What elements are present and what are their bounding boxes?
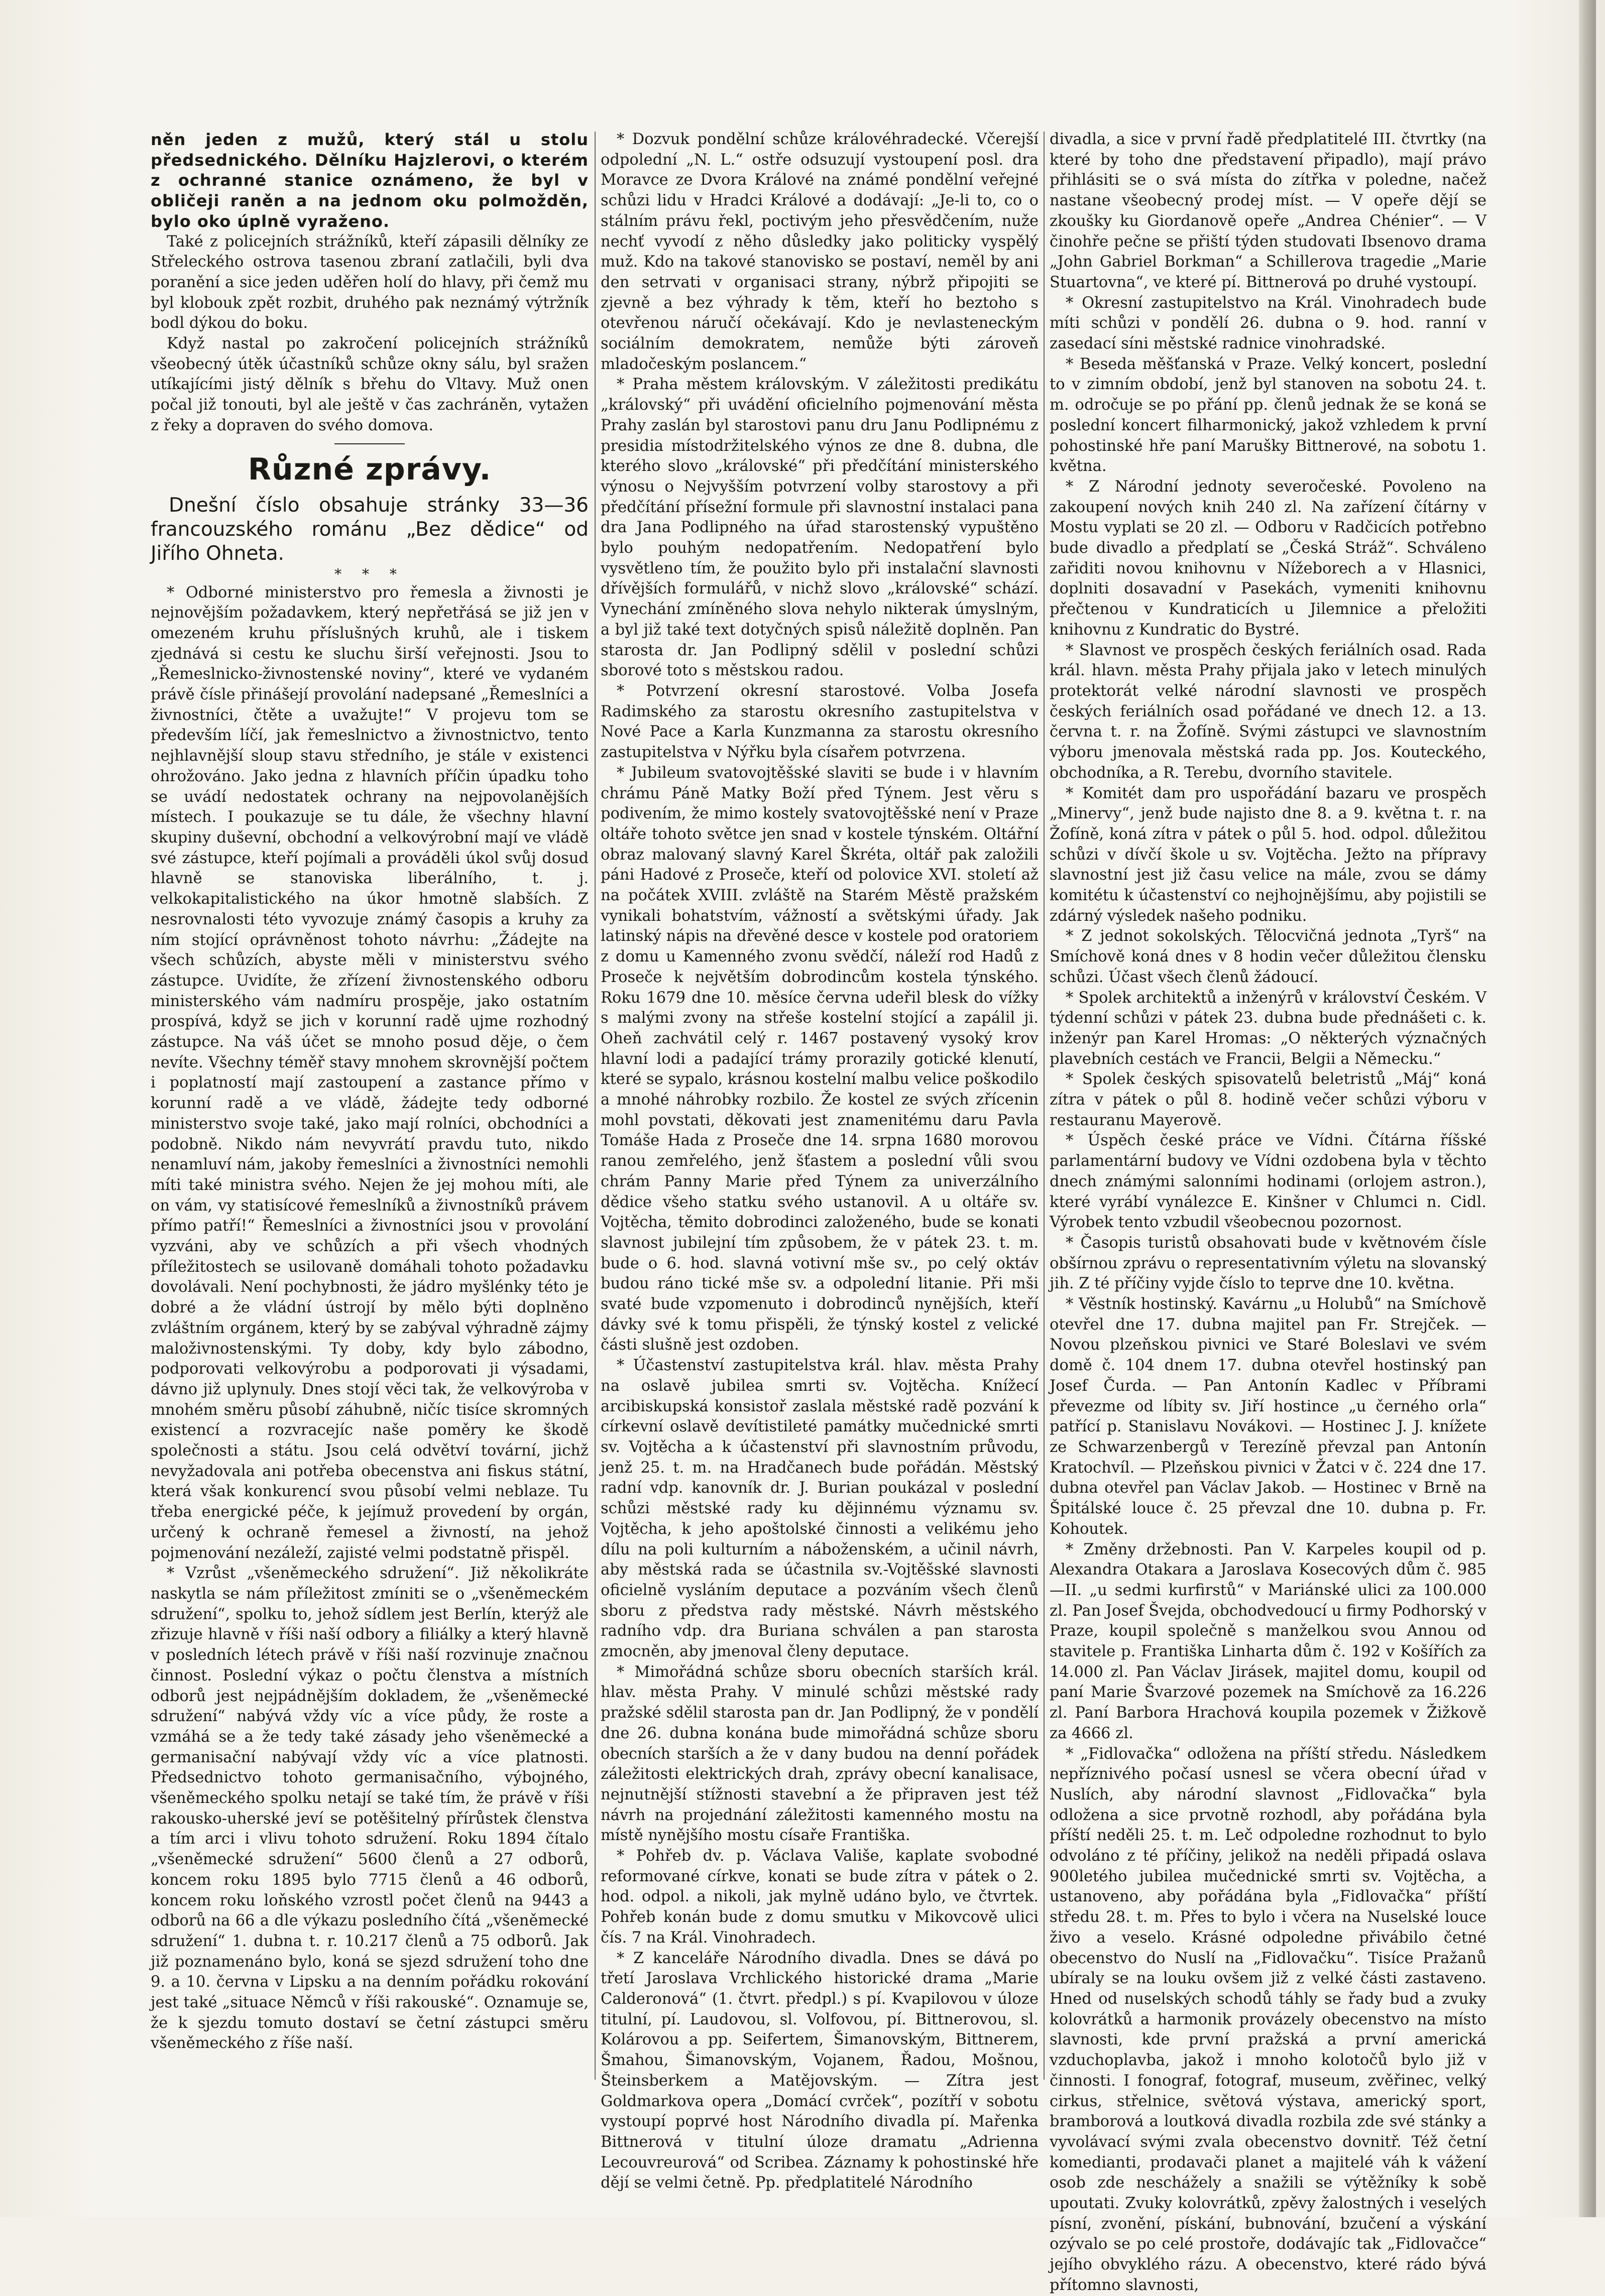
news-item: * Z Národní jednoty severočeské. Povoleno na zakoupení nových knih 240 zl. Na zařízení čítárny v Mostu vyplati se 20 zl. — Odboru v Radčicích potřebno bude divadlo a předplatí se „Česká Stráž“. Schváleno zařiditi novou knihovnu v Nížeborech a v Hlasnici, doplniti dosavadní v Pasekách, vymeniti knihovnu přečtenou v Kundraticích u Jilemnice a přeložiti knihovnu z Kundratic do Bystré. xyxy=(1050,477,1486,639)
news-item: * „Fidlovačka“ odložena na příští středu. Následkem nepříznivého počasí usnesl se včera obecní úřad v Nuslích, aby národní slavnost „Fidlovačka“ byla odložena a sice prvotně rozhodl, aby pořádána byla příští neděli 25. t. m. Leč odpoledne rozhodnut to bylo odvoláno z té příčiny, jelikož na neděli připadá oslava 900letého jubilea mučednické smrti sv. Vojtěcha, a ustanoveno, aby pořádána byla „Fidlovačka“ příští středu 28. t. m. Přes to bylo i včera na Nuselské louce živo a veselo. Krásné odpoledne přivábilo četné obecenstvo do Nuslí na „Fidlovačku“. Tisíce Pražanů ubíraly se na louku ovšem již z velké části zastaveno. Hned od nuselských schodů táhly se řady bud a zvuky kolovrátků a harmonik provázely obecenstvo na místo slavnosti, kde první pražská a první americká vzduchoplavba, jakož i mnoho kolotočů bylo již v činnosti. I fonograf, fotograf, museum, zvěřinec, velký cirkus, střelnice, světová výstava, americký sport, bramborová a loutková divadla rozbila zde své stánky a vyvolávací svými zvala obecenstvo dovnitř. Též četní komedianti, prodavači planet a majitelé váh k vážení osob zde neschážely a snažili se výtěžníky k sobě upoutati. Zvuky kolovrátků, zpěvy žalostných i veselých písní, zvonění, pískání, bubnování, bzučení a výskání ozývalo se po celé prostoře, dodávajíc tak „Fidlovačce“ jejího obvyklého rázu. A obecenstvo, které rádo bývá přítomno slavnosti, xyxy=(1050,1745,1486,2294)
news-item: * Pohřeb dv. p. Václava Vališe, kaplate svobodné reformované církve, konati se bude zítra v pátek o 2. hod. odpol. a nikoli, jak mylně udáno bylo, ve čtvrtek. Pohřeb konán bude z domu smutku v Mikovcově ulici čís. 7 na Král. Vinohradech. xyxy=(601,1847,1039,1947)
paragraph: něn jeden z mužů, který stál u stolu předsednického. Dělníku Hajzlerovi, o kterém z ochranné stanice oznámeno, že byl v obličeji raněn a na jednom oku polmožděn, bylo oko úplně vyraženo. xyxy=(151,130,589,231)
news-item: * Praha městem královským. V záležitosti predikátu „královský“ při uvádění oficielního pojmenování města Prahy zaslán byl starostovi panu dru Janu Podlipnému z presidia místodržitelského výnos ze dne 8. dubna, dle kterého slovo „královské“ při předčítání ministerského výnosu o Nejvyšším potvrzení volby starostovy a při předčítání přísežní formule při slavnostní instalaci pana dra Jana Podlipného na úřad starostenský vypuštěno bylo pouhým nedopatřením. Nedopatření bylo vysvětleno tím, že použito bylo při instalační slavnosti dřívějších formulářů, v nichž slovo „královské“ schází. Vynechání zmíněného slova nehylo nikterak úmyslným, a byl již také text dotyčných spisů náležitě doplněn. Pan starosta dr. Jan Podlipný sdělil v poslední schůzi sborové toto s městskou radou. xyxy=(601,376,1039,680)
column-3 xyxy=(1050,130,1486,2294)
news-item: * Spolek architektů a inženýrů v království Českém. V týdenní schůzi v pátek 23. dubna bude přednášeti c. k. inženýr pan Karel Hromas: „O některých význačných plavebních cestách ve Francii, Belgii a Německu.“ xyxy=(1050,989,1486,1068)
news-item: * Okresní zastupitelstvo na Král. Vinohradech bude míti schůzi v pondělí 26. dubna o 9. hod. ranní v zasedací síni městské radnice vinohradské. xyxy=(1050,294,1486,353)
intro-paragraph: Dnešní číslo obsahuje stránky 33—36 francouzského románu „Bez dědice“ od Jiřího Ohneta. xyxy=(151,494,589,565)
scan-edge xyxy=(1579,0,1596,2217)
news-item: * Spolek českých spisovatelů beletristů „Máj“ koná zítra v pátek o půl 8. hodině večer schůzi výboru v restauranu Mayerově. xyxy=(1050,1070,1486,1129)
paragraph: Když nastal po zakročení policejních strážníků všeobecný útěk účastníků schůze okny sálu, byl sražen utíkajícími jistý dělník s břehu do Vltavy. Muž onen počal již tonouti, byl ale ještě v čas zachráněn, vytažen z řeky a dopraven do svého domova. xyxy=(151,335,589,434)
news-item: * Potvrzení okresní starostové. Volba Josefa Radimského za starostu okresního zastupitelstva v Nové Pace a Karla Kunzmanna za starostu okresního zastupitelstva v Nýřku byla císařem potvrzena. xyxy=(601,682,1039,762)
news-item: * Odborné ministerstvo pro řemesla a živnosti je nejnovějším požadavkem, který nepřetřásá se již jen v omezeném kruhu příslušných kruhů, ale i tiskem zjednává si cestu ke sluchu širší veřejnosti. Jsou to „Řemeslnicko-živnostenské noviny“, které ve vydaném právě čísle přinášejí provolání nadepsané „Řemeslníci a živnostníci, čtěte a uvažujte!“ V projevu tom se především líčí, jak řemeslnictvo a živnostnictvo, tento nejhlavnější sloup stavu středního, je stále v existenci ohrožováno. Jako jedna z hlavních příčin úpadku toho se uvádí nedostatek ochrany na nejpovolanějších místech. I poukazuje se tu dále, že všechny hlavní skupiny duševní, obchodní a velkovýrobní mají ve vládě své zástupce, kteří pojímali a prováděli úkol svůj dosud hlavně se stanoviska liberálního, t. j. velkokapitalistického na úkor hmotně slabších. Z nesrovnalosti této vyvozuje známý časopis a kruhy za ním stojící oprávněnost tohoto návrhu: „Žádejte na všech schůzích, abyste měli v ministerstvu svého zástupce. Uvidíte, že zřízení živnostenského odboru ministerského vám nadmíru prospěje, jako ostatním prospívá, když se jich v korunní radě ujme rozhodný zástupce. Na váš účet se mnoho posud děje, o čem nevíte. Všechny téměř stavy mnohem skrovnější počtem i poplatností mají zastoupení a zastance přímo v korunní radě a ve vládě, žádejte tedy odborné ministerstvo svoje také, jako mají rolníci, obchodníci a podobně. Nikdo nám nevyvrátí pravdu tuto, nikdo nenamluví nám, jakoby řemeslníci a živnostníci nemohli míti také ministra svého. Nejen že jej mohou míti, ale on vám, vy statisícové řemeslníků a živnostníků právem přímo patří!“ Řemeslníci a živnostníci jsou v provolání vyzváni, aby ve schůzích a při všech vhodných příležitostech se usilovaně domáhali tohoto požadavku dovolávali. Není pochybnosti, že jádro myšlénky této je dobré a že vládní ústrojí by mělo býti doplněno zvláštním orgánem, který by se zabýval výhradně zájmy maloživnostenskými. Ty doby, kdy bylo zábodno, podporovati velkovýrobu a podporovati ji výsadami, dávno již uplynuly. Dnes stojí věci tak, že velkovýroba v mnohém směru působí záhubně, ničíc tisíce skromných existencí a rozvracejíc naše poměry ke škodě společnosti a státu. Jsou celá odvětví tovární, jichž nevyžadovala ani potřeba obecenstva ani fiskus státní, která však konkurencí svou působí velmi neblaze. Tu třeba energické péče, k jejímuž provedení by orgán, určený k ochraně řemesel a živností, na jehož pojmenování nezáleží, zajisté velmi podstatně přispěl. xyxy=(151,583,589,1562)
column-2 xyxy=(601,130,1039,2192)
news-item: * Změny držebnosti. Pan V. Karpeles koupil od p. Alexandra Otakara a Jaroslava Kosecových dům č. 985—II. „u sedmi kurfirstů“ v Mariánské ulici za 100.000 zl. Pan Josef Švejda, obchodvedoucí u firmy Podhorský v Praze, koupil společně s manželkou svou Annou od stavitele p. Františka Linharta dům č. 192 v Košířích za 14.000 zl. Pan Václav Jirásek, majitel domu, koupil od paní Marie Švarzové pozemek na Smíchově za 16.226 zl. Paní Barbora Hrachová koupila pozemek v Žižkově za 4666 zl. xyxy=(1050,1540,1486,1742)
asterism: * * * xyxy=(334,565,405,582)
news-item: * Jubileum svatovojtěšské slaviti se bude i v hlavním chrámu Páně Matky Boží před Týnem. Jest věru s podivením, že mimo kostely svatovojtěšské není v Praze oltáře tohoto světce jen snad v kostele týnském. Oltářní obraz malovaný slavný Karel Škréta, oltář pak založili páni Hadové z Proseče, kteří od polovice XVI. století až na počátek XVIII. zvláště na Starém Městě pražském vynikali bohatstvím, vážností a světskými úřady. Jak latinský nápis na dřevěné desce v kostele pod oratoriem z domu u Kamenného zvonu svědčí, náleží rod Hadů z Proseče k největším dobrodincům kostela týnského. Roku 1679 dne 10. měsíce června udeřil blesk do vížky s malými zvony na střeše kostelní stojící a zapálil ji. Oheň zachvátil celý r. 1467 postavený vysoký krov hlavní lodi a padající trámy prorazily gotické klenutí, které se sypalo, krásnou kostelní malbu velice poškodilo a mnohé náhrobky rozbilo. Že kostel ze svých zřícenin mohl povstati, děkovati jest znamenitému daru Pavla Tomáše Hada z Proseče dne 14. srpna 1680 morovou ranou zemřelého, jenž šťastem a poslední vůli svou chrám Panny Marie před Týnem za univerzálního dědice všeho statku svého ustanovil. A u oltáře sv. Vojtěcha, těmito dobrodinci založeného, bude se konati slavnost jubilejní tím způsobem, že v pátek 23. t. m. bude o 6. hod. slavná votivní mše sv., po celý oktáv budou ráno tické mše sv. a odpolední litanie. Při mši svaté bude vzpomenuto i dobrodinců nynějších, kteří dávky své k tomu přispěli, že týnský kostel z velické části slušně jest ozdoben. xyxy=(601,764,1039,1354)
news-item: * Z jednot sokolských. Tělocvičná jednota „Tyrš“ na Smíchově koná dnes v 8 hodin večer důležitou člensku schůzi. Účast všech členů žádoucí. xyxy=(1050,927,1486,986)
section-divider xyxy=(334,443,405,444)
column-rule xyxy=(595,132,596,2080)
news-item: * Účastenství zastupitelstva král. hlav. města Prahy na oslavě jubilea smrti sv. Vojtěcha. Knížecí arcibiskupská konsistoř zaslala městské radě pozvání k církevní oslavě devítistileté památky mučednické smrti sv. Vojtěcha a k účastenství při slavnostním průvodu, jenž 25. t. m. na Hradčanech bude pořádán. Městský radní vdp. kanovník dr. J. Burian poukázal v poslední schůzi městské rady ku dějinnému významu sv. Vojtěcha, k jeho apoštolské činnosti a velikému jeho dílu na poli kulturním a náboženském, a učinil návrh, aby městská rada se účastnila sv.-Vojtěšské slavnosti oficielně vysláním deputace a pozváním všech členů sboru z předstva rady městské. Návrh městského radního vdp. dra Buriana schválen a pan starosta zmocněn, aby jmenoval členy deputace. xyxy=(601,1357,1039,1661)
column-1 xyxy=(151,130,589,2088)
paragraph: divadla, a sice v první řadě předplatitelé III. čtvrtky (na které by toho dne představení připadlo), mají právo přihlásiti se o svá místa do zítřka v poledne, načež nastane všeobecný prodej míst. — V opeře dějí se zkoušky ku Giordanově opeře „Andrea Chénier“. — V činohře pečne se přiští týden studovati Ibsenovo drama „John Gabriel Borkman“ a Schillerova tragedie „Marie Stuartovna“, ve které pí. Bittnerová po druhé vystoupí. xyxy=(1050,131,1486,291)
column-rule xyxy=(1044,132,1045,2080)
section-heading: Různé zprávy. xyxy=(248,451,492,487)
news-item: * Mimořádná schůze sboru obecních starších král. hlav. města Prahy. V minulé schůzi městské rady pražské sdělil starosta pan dr. Jan Podlipný, že v pondělí dne 26. dubna konána bude mimořádná schůze sboru obecních starších a že v dany budou na denní pořádek záležitosti elektrických drah, zprávy obecní kanalisace, nejnutnější stížnosti stavební a že připraven jest též návrh na projednání záležitosti kamenného mostu na místě nynějšího mostu císaře Františka. xyxy=(601,1663,1039,1845)
news-item: * Věstník hostinský. Kavárnu „u Holubů“ na Smíchově otevřel dne 17. dubna majitel pan Fr. Strejček. — Novou plzeňskou pivnici ve Staré Boleslavi ve svém domě č. 104 dnem 17. dubna otevřel hostinský pan Josef Čurda. — Pan Antonín Kadlec v Příbrami převezme od líbity sv. Jiří hostince „u černého orla“ patřící p. Stanislavu Novákovi. — Hostinec J. J. knížete ze Schwarzenbergů v Terezíně převzal pan Antonín Kratochvíl. — Plzeňskou pivnici v Žatci v č. 224 dne 17. dubna otevřel pan Václav Jakob. — Hostinec v Brně na Špitálské louce č. 25 převzal dne 10. dubna p. Fr. Kohoutek. xyxy=(1050,1295,1486,1538)
news-item: * Dozvuk pondělní schůze královéhradecké. Včerejší odpolední „N. L.“ ostře odsuzují vystoupení posl. dra Moravce ze Dvora Králové na známé pondělní veřejné schůzi lidu v Hradci Králové a dodávají: „Je-li to, co o stálním právu řekl, poctivým jeho přesvědčením, nuže nechť vyvodí z něho důsledky jako politicky vyspělý muž. Kdo na takové stanovisko se postaví, neměl by ani den setrvati v organisaci strany, nýbrž připojiti se zjevně a bez výhrady k těm, kteří ho beztoho s otevřenou náručí očekávají. Kdo je nevlasteneckým sociálním demokratem, nemůže býti zároveň mladočeským poslancem.“ xyxy=(601,131,1039,373)
news-item: * Úspěch české práce ve Vídni. Čítárna říšské parlamentární budovy ve Vídni ozdobena byla v těchto dnech známými salonními hodinami (orlojem astron.), které vyrábí vynálezce E. Kinšner v Chlumci n. Cidl. Výrobek tento vzbudil všeobecnou pozornost. xyxy=(1050,1132,1486,1232)
news-item: * Komitét dam pro uspořádání bazaru ve prospěch „Minervy“, jenž bude najisto dne 8. a 9. května t. r. na Žofíně, koná zítra v pátek o půl 5. hod. odpol. důležitou schůzi v dívčí škole u sv. Vojtěcha. Ježto na přípravy slavnostní jest již času velice na mále, zvou se dámy komitétu k účastenství co nejhojnějšímu, aby pojistili se zdárný výsledek našeho podniku. xyxy=(1050,784,1486,925)
paragraph: Také z policejních strážníků, kteří zápasili dělníky ze Střeleckého ostrova tasenou zbraní zatlačili, byli dva poranění a sice jeden uděřen holí do hlavy, při čemž mu byl klobouk zpět rozbit, druhého pak neznámý výtržník bodl dýkou do boku. xyxy=(151,232,589,332)
news-item: * Vzrůst „všeněmeckého sdružení“. Již několikráte naskytla se nám příležitost zmíniti se o „všeněmeckém sdružení“, spolku to, jehož sídlem jest Berlín, kterýž ale zřizuje hlavně v říši naší odbory a filiálky a který hlavně v posledních létech právě v říši naší rozvinuje značnou činnost. Poslední výkaz o počtu členstva a místních odborů jest nejpádnějším dokladem, že „všeněmecké sdružení“ nabývá vždy víc a více půdy, že roste a vzmáhá se a že tedy také zásady jeho všeněmecké a germanisační nabývají vždy víc a více platnosti. Předsednictvo tohoto germanisačního, výbojného, všeněmeckého spolku netají se také tím, že právě v říši rakousko-uherské jeví se potěšitelný přírůstek členstva a tím arci i vlivu tohoto sdružení. Roku 1894 čítalo „všeněmecké sdružení“ 5600 členů a 27 odborů, koncem roku 1895 bylo 7715 členů a 46 odborů, koncem roku loňského vzrostl počet členů na 9443 a odborů na 66 a dle výkazu posledního čítá „všeněmecké sdružení“ 1. dubna t. r. 10.217 členů a 75 odborů. Jak již poznamenáno bylo, koná se sjezd sdružení toho dne 9. a 10. června v Lipsku a na denním pořádku rokování jest také „situace Němců v říši rakouské“. Oznamuje se, že k sjezdu tomuto dostaví se četní zástupci směru všeněmeckého z říše naší. xyxy=(151,1564,589,2052)
news-item: * Z kanceláře Národního divadla. Dnes se dává po třetí Jaroslava Vrchlického historické drama „Marie Calderonová“ (1. čtvrt. předpl.) s pí. Kvapilovou v úloze titulní, pí. Laudovou, sl. Volfovou, pí. Bittnerovou, sl. Kolárovou a pp. Seifertem, Šimanovským, Bittnerem, Šmahou, Šimanovským, Vojanem, Řadou, Mošnou, Šteinsberkem a Matějovským. — Zítra jest Goldmarkova opera „Domácí cvrček“, pozítří v sobotu vystoupí poprvé host Národního divadla pí. Mařenka Bittnerová v titulní úloze dramatu „Adrienna Lecouvreurová“ od Scribea. Záznamy k pohostinské hře dějí se velmi četně. Pp. předplatitelé Národního xyxy=(601,1949,1039,2192)
news-item: * Beseda měšťanská v Praze. Velký koncert, poslední to v zimním období, jenž byl stanoven na sobotu 24. t. m. odročuje se po přání pp. členů jednak že se koná se poslední koncert filharmonický, jakož vzhledem k první pohostinské hře paní Marušky Bittnerové, na sobotu 1. května. xyxy=(1050,355,1486,475)
news-item: * Časopis turistů obsahovati bude v květnovém čísle obšírnou zprávu o representativním výletu na slovanský jih. Z té příčiny vyjde číslo to teprve dne 10. května. xyxy=(1050,1234,1486,1293)
news-item: * Slavnost ve prospěch českých feriálních osad. Rada král. hlavn. města Prahy přijala jako v letech minulých protektorát velké národní slavnosti ve prospěch českých feriálních osad pořádané ve dnech 12. a 13. června t. r. na Žofíně. Svými zástupci ve slavnostním výboru jmenovala městská rada pp. Jos. Kouteckého, obchodníka, a R. Terebu, dvorního stavitele. xyxy=(1050,641,1486,782)
